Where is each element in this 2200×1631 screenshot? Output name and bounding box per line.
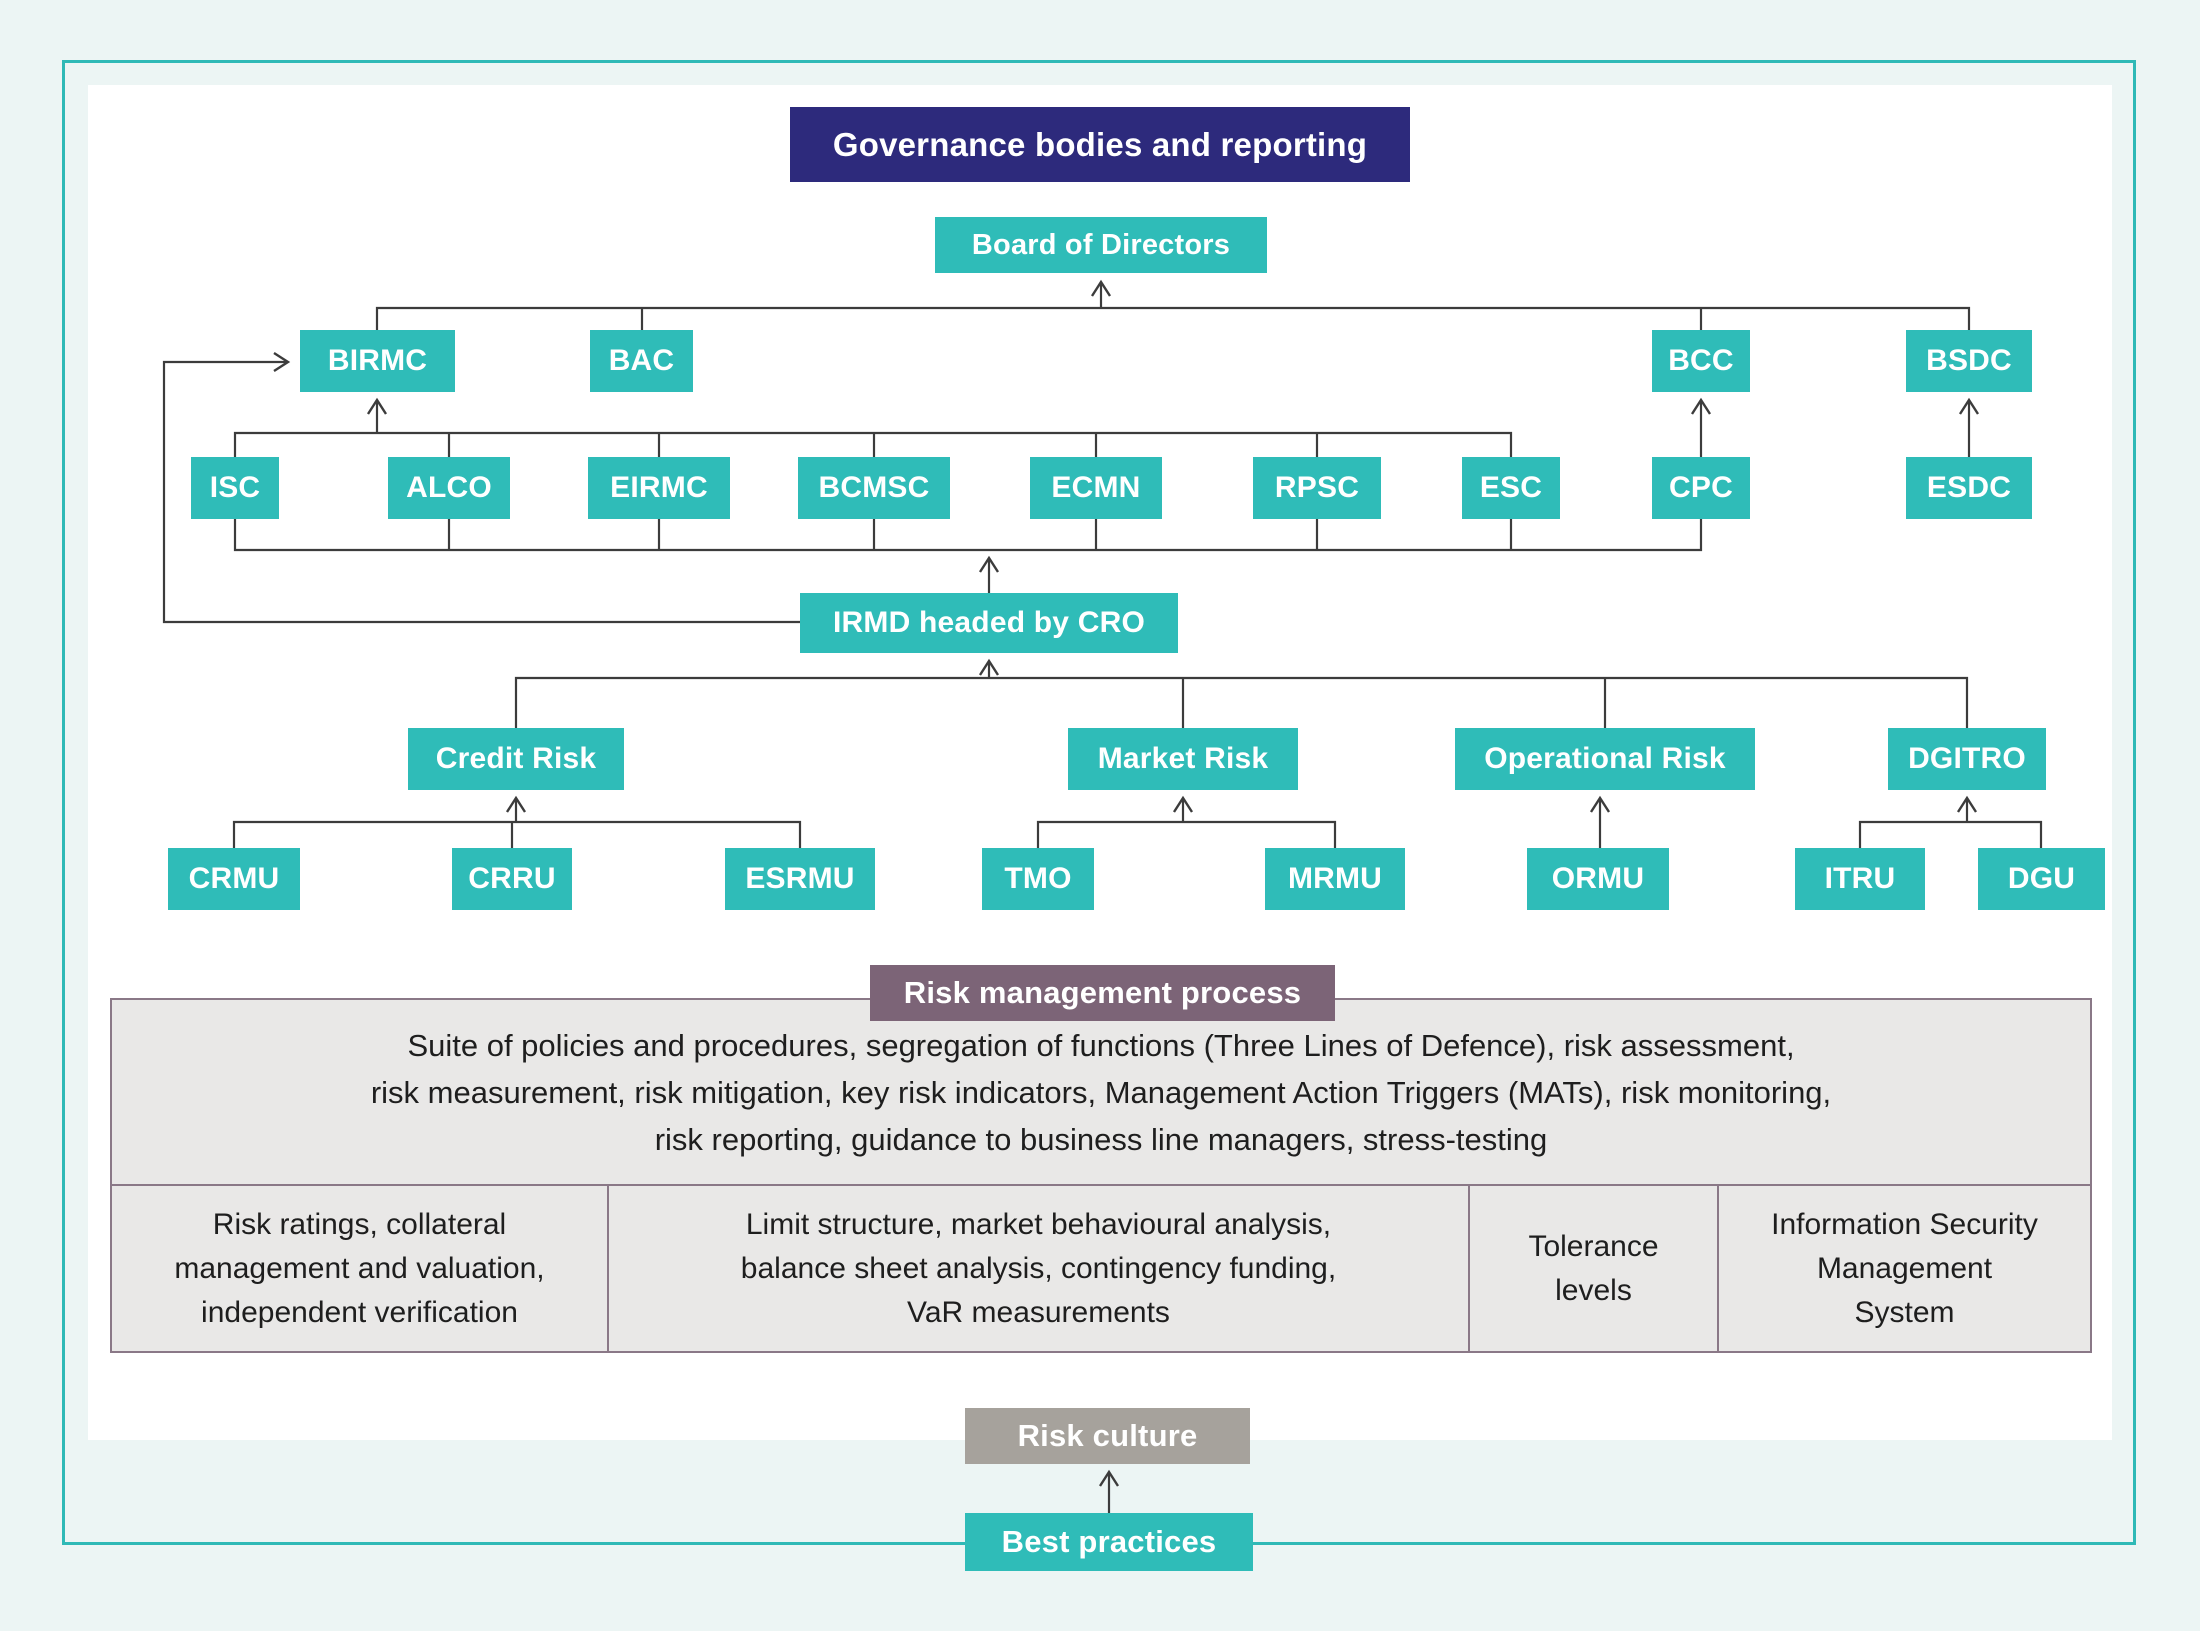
- node-best-practices: Best practices: [965, 1513, 1253, 1571]
- node-esdc: ESDC: [1906, 457, 2032, 519]
- cell-line: Limit structure, market behavioural analysis,: [745, 1207, 1332, 1241]
- node-tmo: TMO: [982, 848, 1094, 910]
- node-ecmn: ECMN: [1030, 457, 1162, 519]
- cell-line: Management: [1816, 1251, 1993, 1285]
- node-bsdc: BSDC: [1906, 330, 2032, 392]
- cell-line: independent verification: [201, 1295, 518, 1329]
- node-crmu: CRMU: [168, 848, 300, 910]
- cell-line: management and valuation,: [174, 1251, 545, 1285]
- bus-committees-bottom: [235, 519, 1701, 550]
- node-mrmu: MRMU: [1265, 848, 1405, 910]
- node-dgitro: DGITRO: [1888, 728, 2046, 790]
- risk-process-header: Risk management process: [870, 965, 1335, 1021]
- node-alco: ALCO: [388, 457, 510, 519]
- node-esrmu: ESRMU: [725, 848, 875, 910]
- cell-line: VaR measurements: [907, 1295, 1170, 1329]
- bus-credit-units: [234, 822, 800, 848]
- diagram-title: Governance bodies and reporting: [790, 107, 1410, 182]
- node-bcmsc: BCMSC: [798, 457, 950, 519]
- bus-risk-functions: [516, 678, 1967, 728]
- node-bcc: BCC: [1652, 330, 1750, 392]
- node-operational-risk: Operational Risk: [1455, 728, 1755, 790]
- node-rpsc: RPSC: [1253, 457, 1381, 519]
- node-itru: ITRU: [1795, 848, 1925, 910]
- cell-line: System: [1854, 1295, 1955, 1329]
- bus-market-units: [1038, 822, 1335, 848]
- node-isc: ISC: [191, 457, 279, 519]
- node-market-risk: Market Risk: [1068, 728, 1298, 790]
- node-credit-risk: Credit Risk: [408, 728, 624, 790]
- node-risk-culture: Risk culture: [965, 1408, 1250, 1464]
- node-irmd: IRMD headed by CRO: [800, 593, 1178, 653]
- node-esc: ESC: [1462, 457, 1560, 519]
- summary-line: Suite of policies and procedures, segregation of functions (Three Lines of Defence), risk assessment,: [407, 1027, 1795, 1063]
- cell-line: Information Security: [1771, 1207, 2038, 1241]
- node-bac: BAC: [590, 330, 693, 392]
- node-eirmc: EIRMC: [588, 457, 730, 519]
- bus-board-committees: [377, 308, 1969, 330]
- cell-line: Risk ratings, collateral: [212, 1207, 507, 1241]
- cell-line: balance sheet analysis, contingency funding,: [740, 1251, 1337, 1285]
- node-dgu: DGU: [1978, 848, 2105, 910]
- bus-dgitro-units: [1860, 822, 2041, 848]
- summary-line: risk reporting, guidance to business line managers, stress-testing: [654, 1121, 1548, 1157]
- node-board-of-directors: Board of Directors: [935, 217, 1267, 273]
- node-birmc: BIRMC: [300, 330, 455, 392]
- cell-line: levels: [1555, 1273, 1632, 1307]
- node-ormu: ORMU: [1527, 848, 1669, 910]
- summary-line: risk measurement, risk mitigation, key risk indicators, Management Action Triggers (MATs), risk monitoring,: [370, 1074, 1832, 1110]
- node-crru: CRRU: [452, 848, 572, 910]
- cell-line: Tolerance: [1528, 1229, 1659, 1263]
- node-cpc: CPC: [1652, 457, 1750, 519]
